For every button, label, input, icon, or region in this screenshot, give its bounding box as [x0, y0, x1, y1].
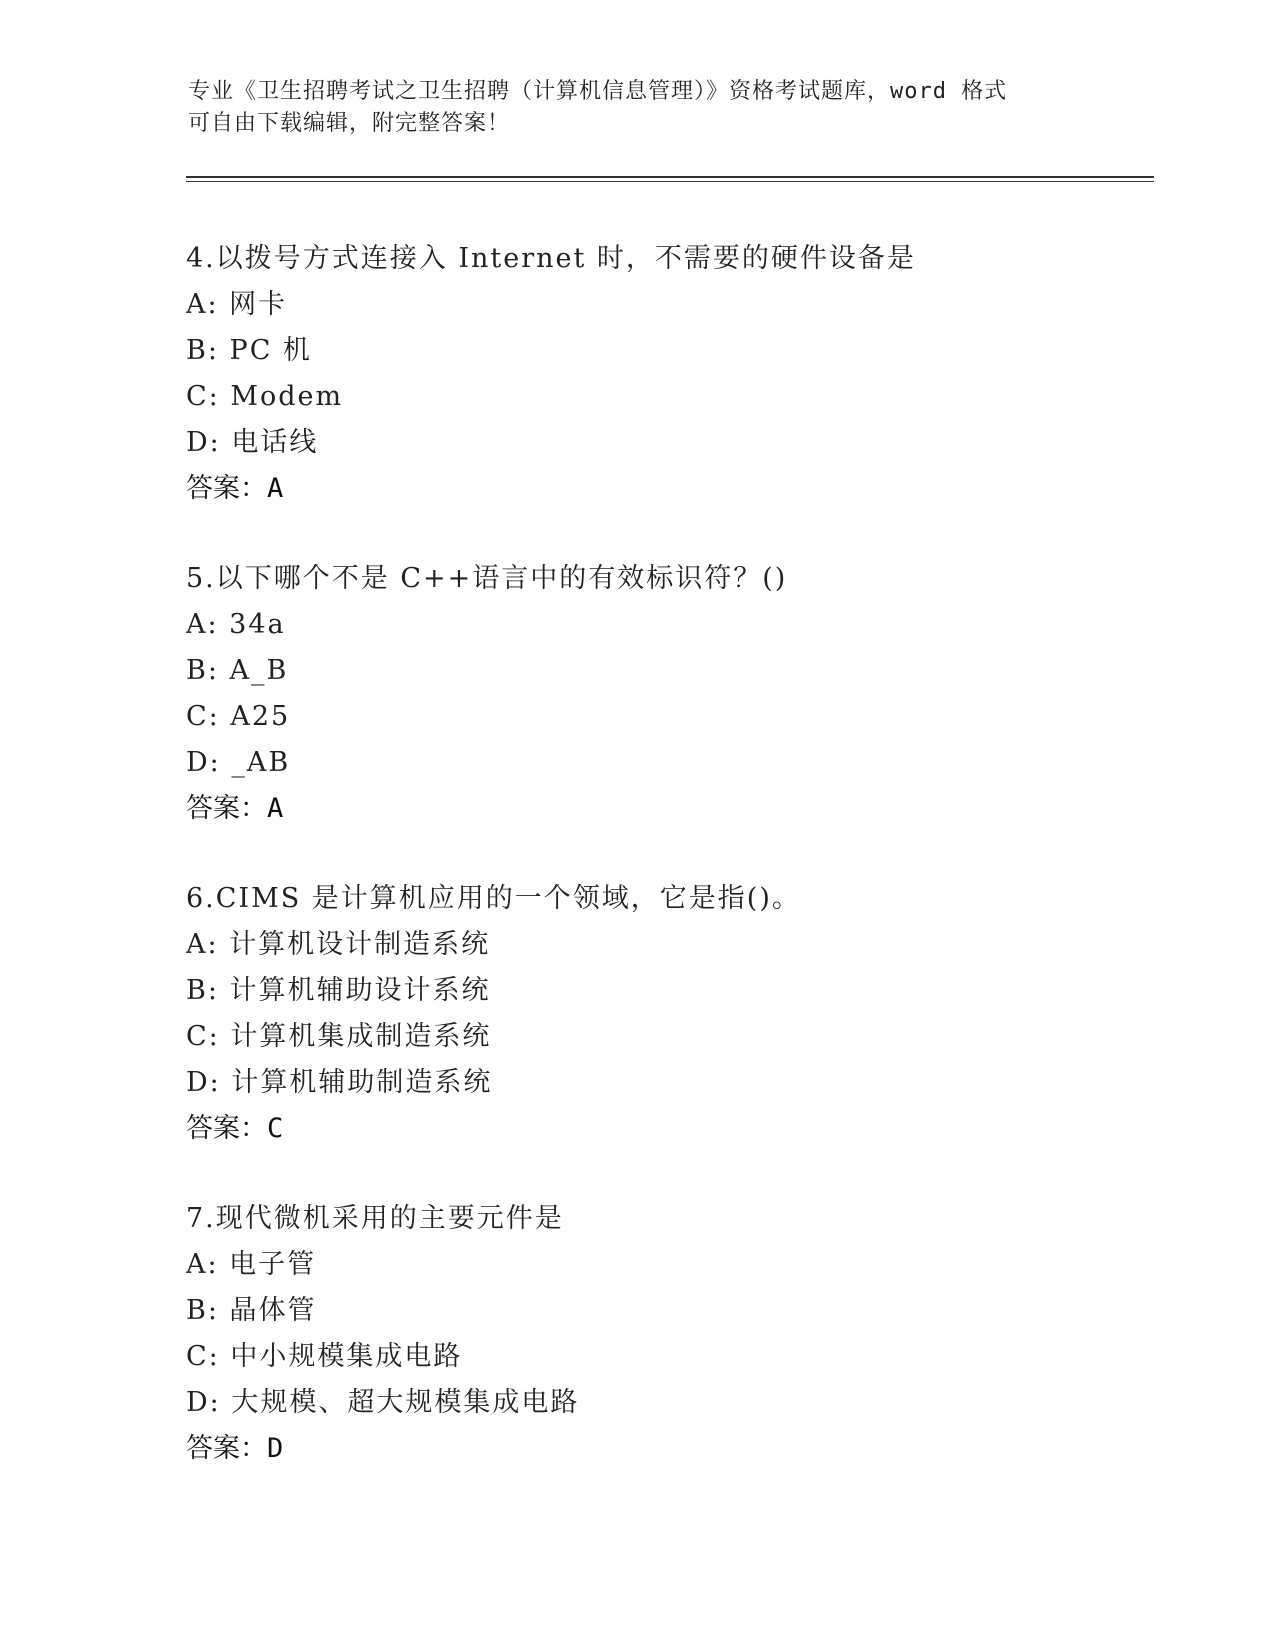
- answer-label: 答案：D: [186, 1433, 284, 1464]
- question-stem: 4.以拨号方式连接入 Internet 时，不需要的硬件设备是: [186, 243, 916, 274]
- question-stem: 7.现代微机采用的主要元件是: [186, 1203, 564, 1234]
- answer-label: 答案：C: [186, 1113, 284, 1144]
- option-a: A: 网卡: [186, 289, 288, 320]
- option-c: C: Modem: [186, 381, 344, 412]
- header-line-1: 专业《卫生招聘考试之卫生招聘（计算机信息管理）》资格考试题库，word 格式: [188, 79, 1008, 104]
- header-line-2: 可自由下载编辑，附完整答案！: [188, 111, 511, 136]
- option-b: B: 晶体管: [186, 1295, 317, 1326]
- option-b: B: PC 机: [186, 335, 312, 366]
- question-4: [186, 236, 1146, 512]
- question-stem: 6.CIMS 是计算机应用的一个领域，它是指()。: [186, 883, 801, 914]
- question-7: [186, 1196, 1146, 1472]
- option-c: C: 中小规模集成电路: [186, 1341, 463, 1372]
- option-b: B: A_B: [186, 655, 289, 686]
- question-list: [186, 236, 1146, 1516]
- option-d: D: _AB: [186, 747, 291, 778]
- option-b: B: 计算机辅助设计系统: [186, 975, 491, 1006]
- answer-label: 答案：A: [186, 793, 284, 824]
- option-a: A: 34a: [186, 609, 286, 640]
- option-d: D: 大规模、超大规模集成电路: [186, 1387, 580, 1418]
- question-6: [186, 876, 1146, 1152]
- question-5: [186, 556, 1146, 832]
- question-stem: 5.以下哪个不是 C++语言中的有效标识符？(): [186, 563, 788, 594]
- option-c: C: A25: [186, 701, 291, 732]
- answer-label: 答案：A: [186, 473, 284, 504]
- option-c: C: 计算机集成制造系统: [186, 1021, 492, 1052]
- option-a: A: 电子管: [186, 1249, 317, 1280]
- header-divider: [186, 176, 1154, 182]
- document-header: [188, 76, 1088, 140]
- option-a: A: 计算机设计制造系统: [186, 929, 491, 960]
- option-d: D: 计算机辅助制造系统: [186, 1067, 493, 1098]
- option-d: D: 电话线: [186, 427, 319, 458]
